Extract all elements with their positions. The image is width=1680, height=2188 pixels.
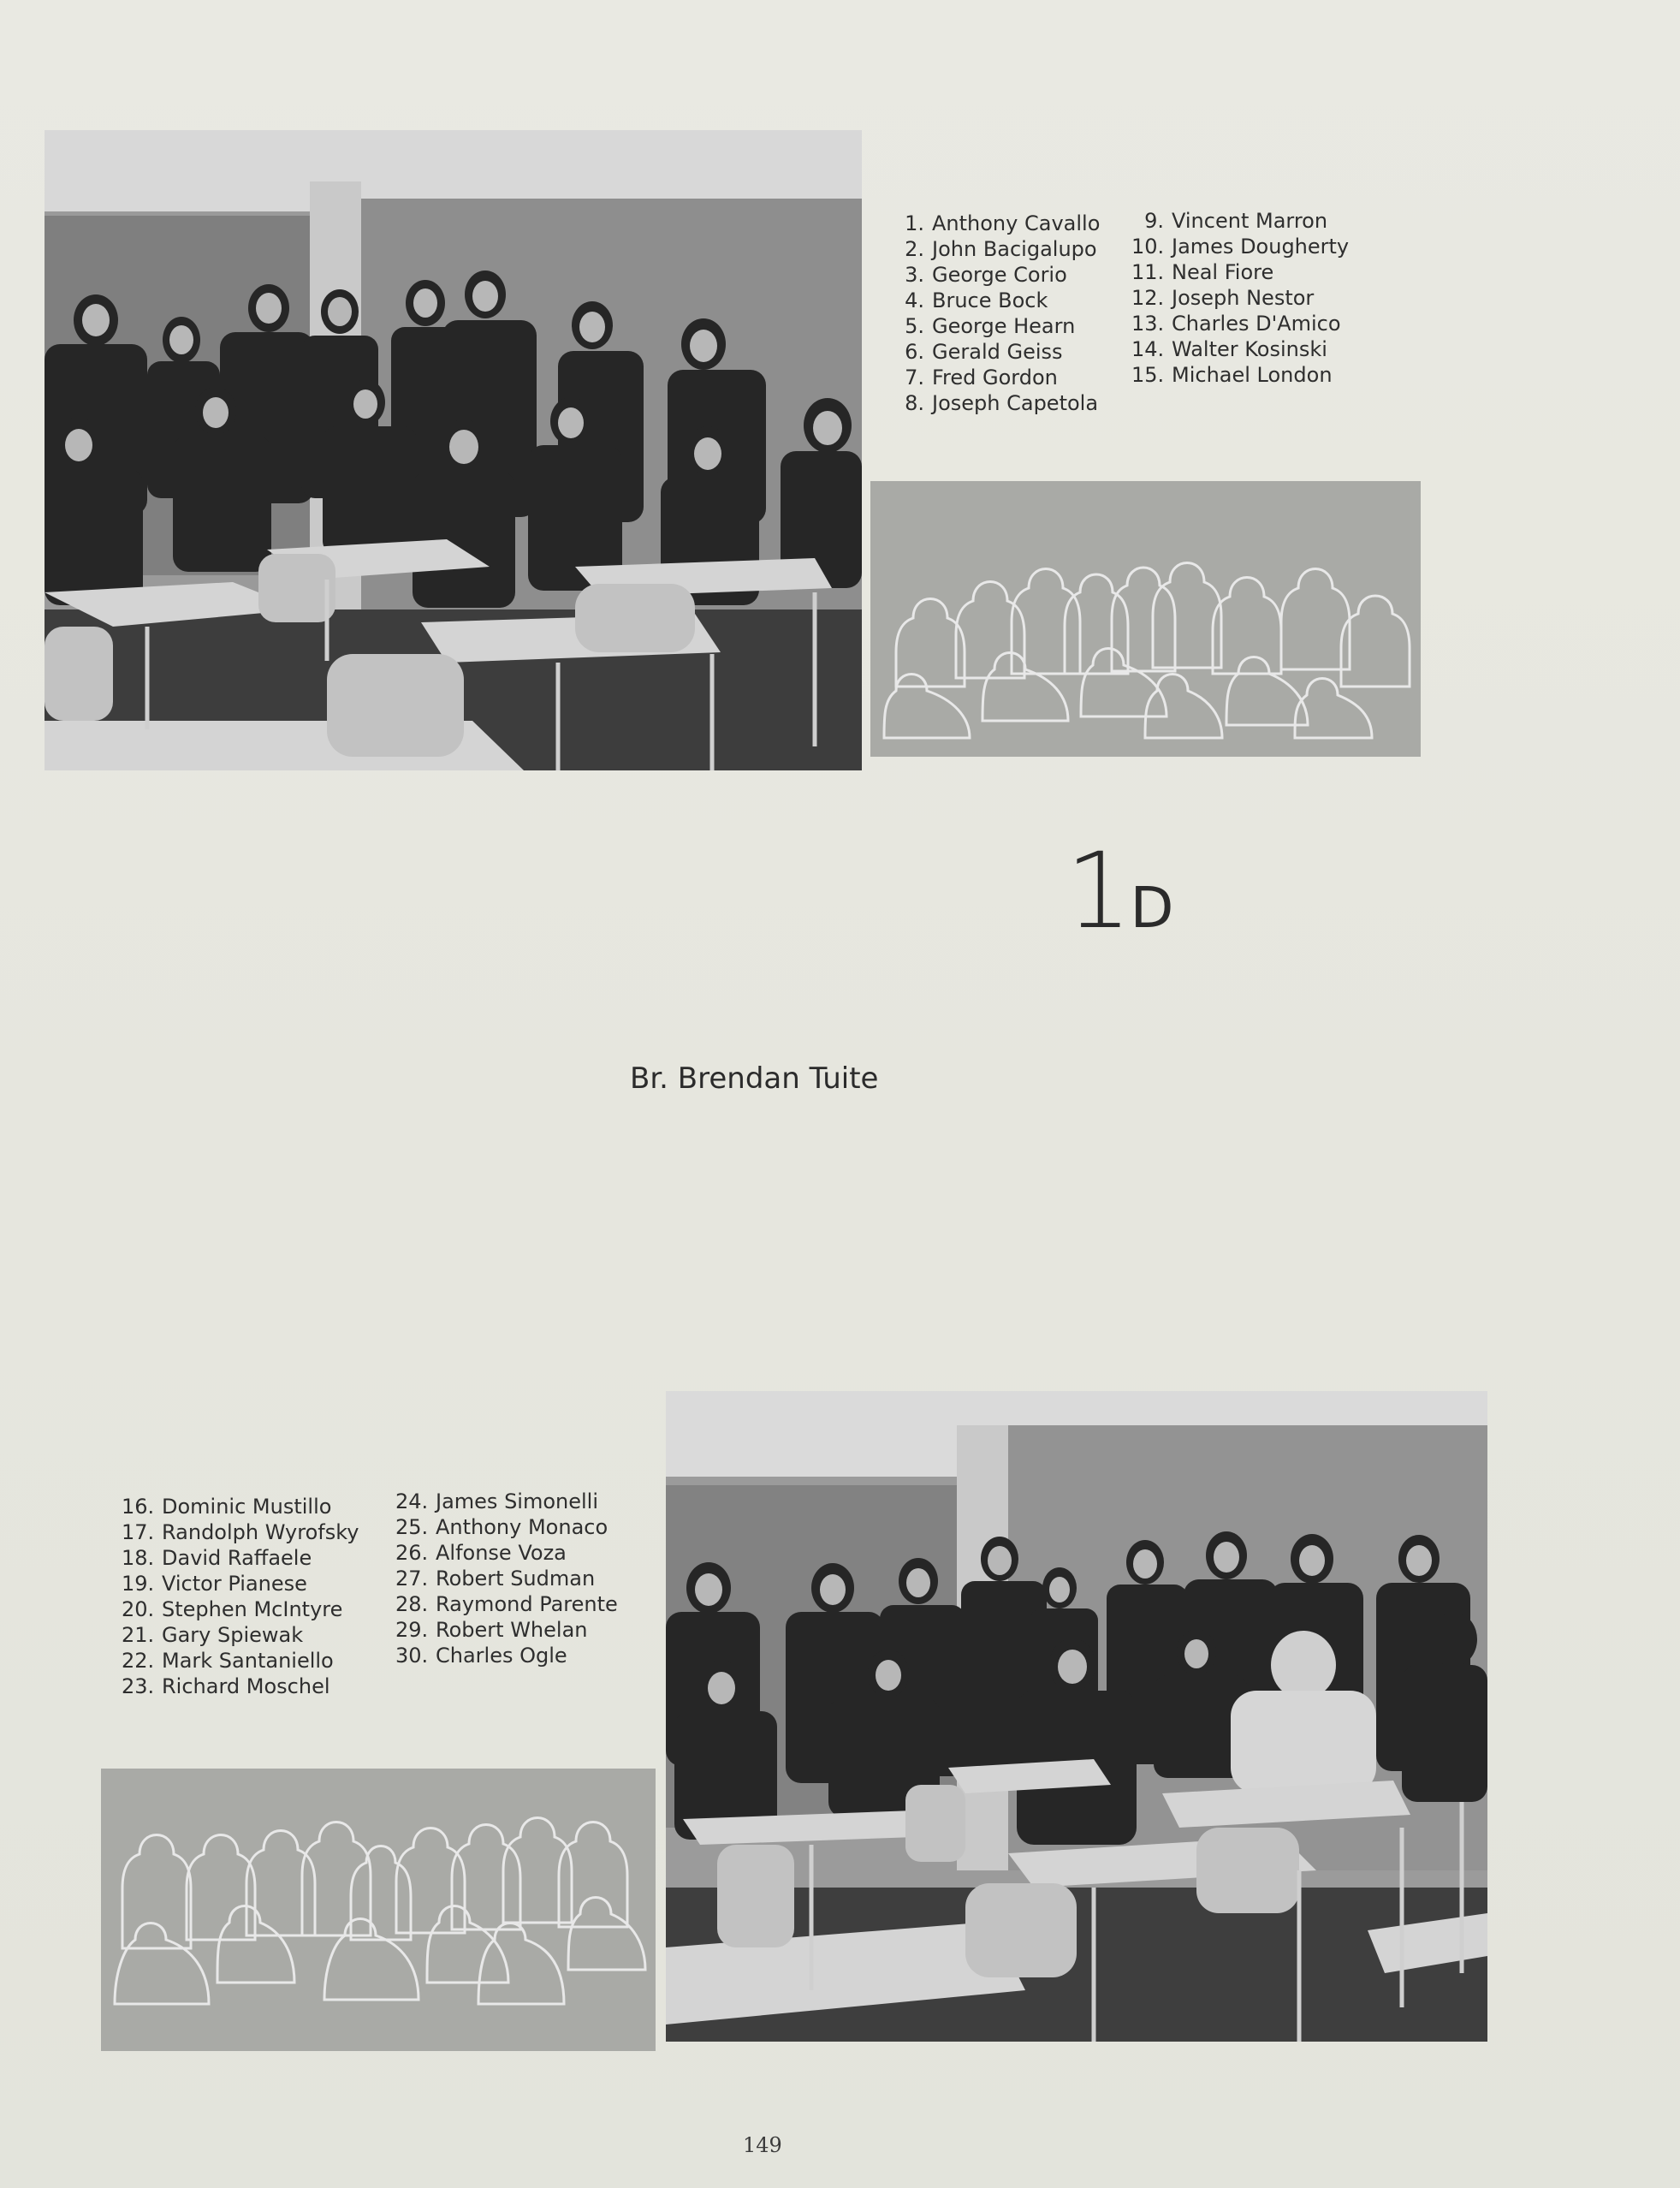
silhouette-key-top: [870, 481, 1421, 757]
roster-entry: 18. David Raffaele: [122, 1546, 312, 1570]
roster-entry: 20. Stephen McIntyre: [122, 1597, 343, 1621]
roster-entry: 4. Bruce Bock: [905, 288, 1048, 312]
roster-entry: 25. Anthony Monaco: [395, 1515, 608, 1539]
roster-entry: 5. George Hearn: [905, 314, 1076, 338]
roster-entry: 12. Joseph Nestor: [1131, 286, 1315, 310]
roster-entry: 29. Robert Whelan: [395, 1618, 588, 1642]
roster-entry: 21. Gary Spiewak: [122, 1623, 304, 1647]
class-letter: D: [1130, 875, 1174, 941]
roster-entry: 3. George Corio: [905, 263, 1067, 287]
roster-entry: 1. Anthony Cavallo: [905, 211, 1101, 235]
roster-entry: 7. Fred Gordon: [905, 366, 1058, 389]
class-title: [1066, 830, 1174, 952]
roster-entry: 16. Dominic Mustillo: [122, 1495, 332, 1519]
roster-bottom-column-1: [122, 1494, 359, 1699]
roster-entry: 30. Charles Ogle: [395, 1644, 567, 1668]
roster-entry: 19. Victor Pianese: [122, 1572, 307, 1596]
roster-top-column-1: [892, 211, 1100, 416]
class-photo-top: [45, 130, 862, 770]
roster-entry: 17. Randolph Wyrofsky: [122, 1520, 359, 1544]
roster-entry: 6. Gerald Geiss: [905, 340, 1063, 364]
roster-entry: 11. Neal Fiore: [1131, 260, 1274, 284]
teacher-name: Br. Brendan Tuite: [630, 1061, 879, 1096]
roster-entry: 2. John Bacigalupo: [905, 237, 1097, 261]
roster-entry: 24. James Simonelli: [395, 1489, 599, 1513]
page-number: 149: [743, 2133, 782, 2157]
roster-top-column-2: [1131, 208, 1349, 388]
roster-entry: 14. Walter Kosinski: [1131, 337, 1327, 361]
roster-entry: 22. Mark Santaniello: [122, 1649, 334, 1673]
roster-entry: 8. Joseph Capetola: [905, 391, 1099, 415]
roster-entry: 27. Robert Sudman: [395, 1567, 596, 1590]
roster-bottom-column-2: [395, 1489, 618, 1668]
roster-entry: 28. Raymond Parente: [395, 1592, 618, 1616]
class-number: 1: [1066, 830, 1129, 952]
roster-entry: 26. Alfonse Voza: [395, 1541, 567, 1565]
roster-entry: 9. Vincent Marron: [1144, 209, 1328, 233]
roster-entry: 15. Michael London: [1131, 363, 1333, 387]
silhouette-key-bottom: [101, 1769, 656, 2051]
class-photo-bottom: [666, 1391, 1487, 2042]
roster-entry: 10. James Dougherty: [1131, 235, 1350, 259]
roster-entry: 13. Charles D'Amico: [1131, 312, 1341, 336]
roster-entry: 23. Richard Moschel: [122, 1674, 330, 1698]
